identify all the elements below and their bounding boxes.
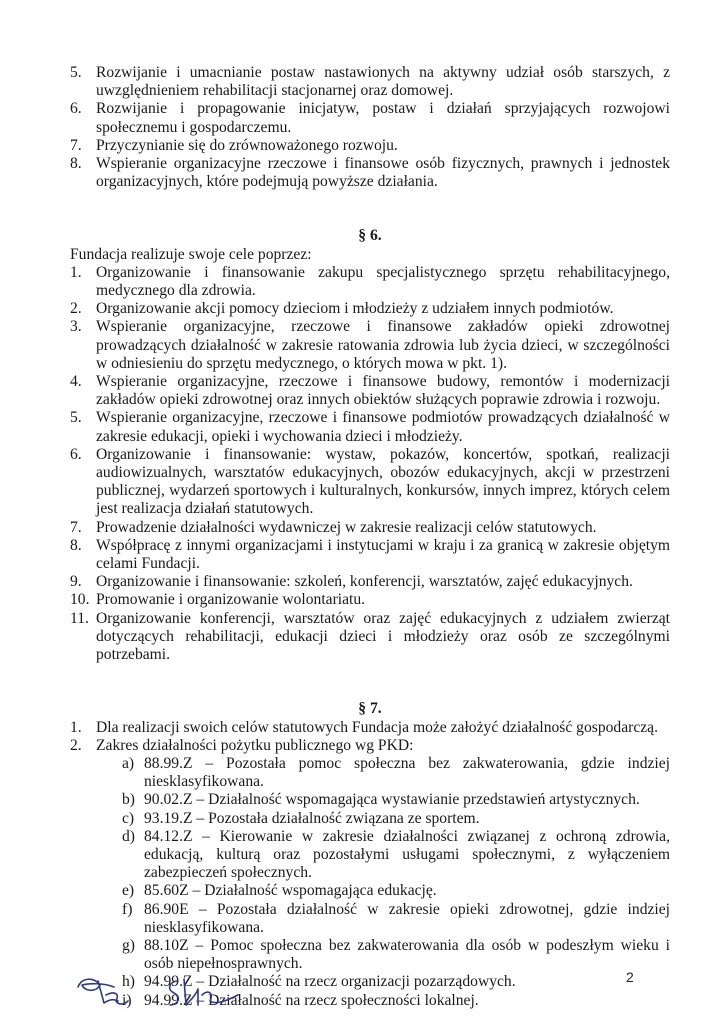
section-6-intro: Fundacja realizuje swoje cele poprzez: (70, 245, 312, 263)
section5-continued-list (70, 64, 670, 191)
section-7-heading: § 7. (358, 700, 382, 718)
document-page (70, 64, 670, 1010)
list-item: 8. Współpracę z innymi organizacjami i instytucjami w kraju i za granicą w zakresie objętym celami Fundacji. (70, 536, 670, 573)
list-item: 7. Przyczynianie się do zrównoważonego rozwoju. (70, 136, 398, 154)
list-item: 6. Organizowanie i finansowanie: wystaw, pokazów, koncertów, spotkań, realizacji audiowizualnych, warsztatów edukacyjnych, obozów edukacyjnych, akcji w przestrzeni publicznej, wydarzeń sportowych i kulturalnych, konkursów, innych imprez, których celem jest realizacja działań statutowych. (70, 445, 670, 518)
signature-icon (70, 965, 270, 1015)
section-6-heading: § 6. (358, 227, 382, 245)
list-item: 6. Rozwijanie i propagowanie inicjatyw, postaw i działań sprzyjających rozwojowi społecznemu i gospodarczemu. (70, 100, 670, 136)
pkd-item: g) 88.10Z – Pomoc społeczna bez zakwaterowania dla osób w podeszłym wieku i osób niepełnosprawnych. (122, 936, 670, 973)
pkd-item: d) 84.12.Z – Kierowanie w zakresie działalności związanej z ochroną zdrowia, edukacją, kulturą oraz pozostałymi usługami społecznymi, z wyłączeniem zabezpieczeń społecznych. (122, 827, 670, 882)
list-item: 10. Promowanie i organizowanie wolontariatu. (70, 591, 366, 609)
pkd-item: f) 86.90E – Pozostała działalność w zakresie opieki zdrowotnej, gdzie indziej niesklasyfikowana. (122, 900, 670, 936)
list-item: 8. Wspieranie organizacyjne rzeczowe i finansowe osób fizycznych, prawnych i jednostek organizacyjnych, które podejmują powyższe działania. (70, 155, 670, 191)
page-number: 2 (626, 969, 634, 985)
list-item: 1. Dla realizacji swoich celów statutowych Fundacja może założyć działalność gospodarczą. (70, 718, 659, 736)
list-item: 2. Zakres działalności pożytku publicznego wg PKD: a) 88.99.Z – Pozostała pomoc społeczna bez zakwaterowania, gdzie indziej niesklasyfikowana. b) 90.02.Z – Działalność wspomagająca wystawianie przedstawień artystycznych. c) 93.19.Z – Pozostała działalność związana ze sportem. d) 84.12.Z – Kierowanie w zakresie działalności związanej z ochroną zdrowia, edukacją, kulturą oraz pozostałymi usługami społecznymi, z wyłączeniem zabezpieczeń społecznych. e) 85.60Z – Działalność wspomagająca edukację. f) 86.90E – Pozostała działalność w zakresie opieki zdrowotnej, gdzie indziej niesklasyfikowana. g) 88.10Z – Pomoc społeczna bez zakwaterowania dla osób w podeszłym wieku i osób niepełnosprawnych. h) 94.99.Z – Działalność na rzecz organizacji pozarządowych. i) 94.99.Z – Działalność na rzecz społeczności lokalnej. (70, 736, 670, 1009)
list-item: 9. Organizowanie i finansowanie: szkoleń, konferencji, warsztatów, zajęć edukacyjnych. (70, 573, 633, 591)
list-item: 11. Organizowanie konferencji, warsztatów oraz zajęć edukacyjnych z udziałem zwierząt dotyczących rehabilitacji, edukacji dzieci i młodzieży oraz osób ze szczególnymi potrzebami. (70, 609, 670, 664)
list-item: 5. Rozwijanie i umacnianie postaw nastawionych na aktywny udział osób starszych, z uwzględnieniem rehabilitacji stacjonarnej oraz domowej. (70, 64, 670, 100)
pkd-item: b) 90.02.Z – Działalność wspomagająca wystawianie przedstawień artystycznych. (122, 791, 640, 809)
list-item: 2. Organizowanie akcji pomocy dzieciom i młodzieży z udziałem innych podmiotów. (70, 300, 614, 318)
list-item: 4. Wspieranie organizacyjne, rzeczowe i finansowe budowy, remontów i modernizacji zakładów opieki zdrowotnej oraz innych obiektów służących poprawie zdrowia i rozwoju. (70, 373, 670, 409)
pkd-item: e) 85.60Z – Działalność wspomagająca edukację. (122, 882, 437, 900)
pkd-item: c) 93.19.Z – Pozostała działalność związana ze sportem. (122, 809, 480, 827)
pkd-item: a) 88.99.Z – Pozostała pomoc społeczna bez zakwaterowania, gdzie indziej niesklasyfikowana. (122, 754, 670, 791)
list-item: 5. Wspieranie organizacyjne, rzeczowe i finansowe podmiotów prowadzących działalność w zakresie edukacji, opieki i wychowania dzieci i młodzieży. (70, 409, 670, 445)
section6-list (70, 264, 670, 664)
list-item: 3. Wspieranie organizacyjne, rzeczowe i finansowe zakładów opieki zdrowotnej prowadzących działalność w zakresie ratowania zdrowia lub życia dzieci, w szczególności w odniesieniu do sprzętu medycznego, o których mowa w pkt. 1). (70, 318, 670, 372)
pkd-item: h) 94.99.Z – Działalność na rzecz organizacji pozarządowych. (122, 973, 516, 991)
list-item: 7. Prowadzenie działalności wydawniczej w zakresie realizacji celów statutowych. (70, 518, 597, 536)
list-item: 1. Organizowanie i finansowanie zakupu specjalistycznego sprzętu rehabilitacyjnego, medycznego dla zdrowia. (70, 263, 670, 300)
pkd-item: i) 94.99.Z – Działalność na rzecz społeczności lokalnej. (122, 991, 479, 1009)
signatures (70, 965, 270, 1015)
